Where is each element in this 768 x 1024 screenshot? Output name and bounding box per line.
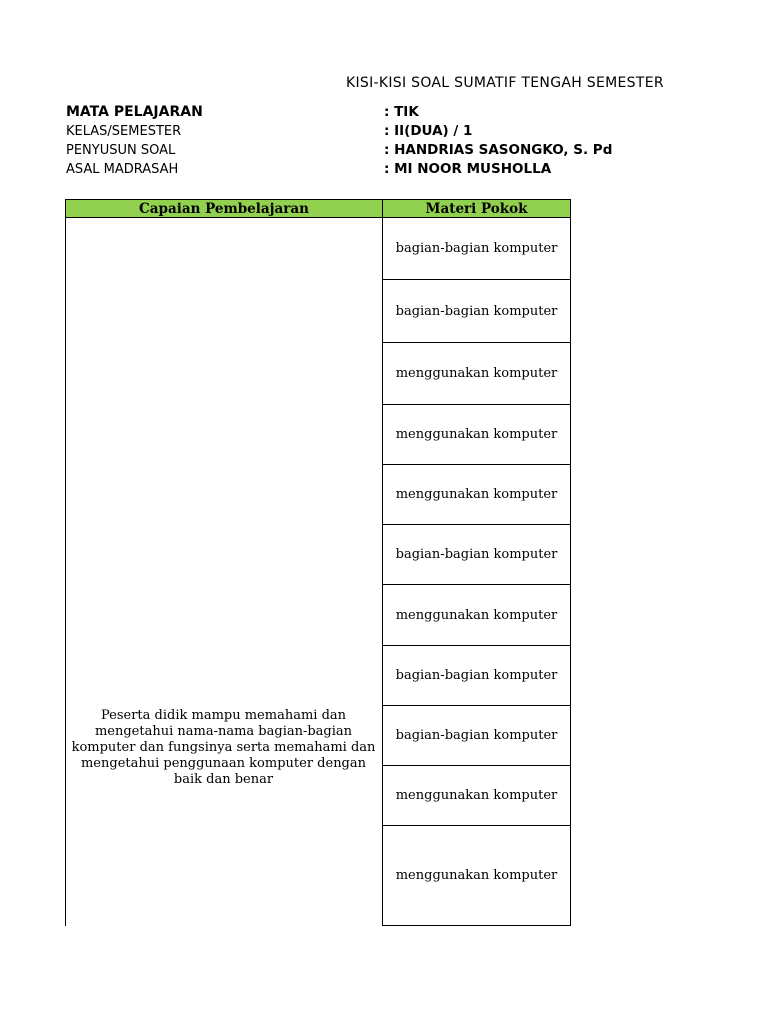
meta-value-mata-pelajaran: : TIK: [384, 104, 419, 120]
document-title: KISI-KISI SOAL SUMATIF TENGAH SEMESTER: [346, 75, 664, 91]
materi-row: bagian-bagian komputer: [382, 646, 571, 706]
meta-label-asal-madrasah: ASAL MADRASAH: [66, 162, 179, 177]
meta-value-penyusun-soal: : HANDRIAS SASONGKO, S. Pd: [384, 142, 613, 158]
meta-label-mata-pelajaran: MATA PELAJARAN: [66, 104, 203, 120]
materi-row: bagian-bagian komputer: [382, 525, 571, 585]
capaian-text: Peserta didik mampu memahami dan mengetahui nama-nama bagian-bagian komputer dan fungsinya serta memahami dan mengetahui penggunaan komputer dengan baik dan benar: [71, 708, 376, 787]
materi-row: menggunakan komputer: [382, 826, 571, 926]
materi-row: bagian-bagian komputer: [382, 218, 571, 280]
meta-value-asal-madrasah: : MI NOOR MUSHOLLA: [384, 161, 552, 177]
materi-row: bagian-bagian komputer: [382, 280, 571, 343]
materi-row: menggunakan komputer: [382, 585, 571, 646]
materi-row: menggunakan komputer: [382, 405, 571, 465]
materi-column: [382, 218, 571, 926]
header-materi-pokok: Materi Pokok: [382, 199, 571, 218]
header-capaian-pembelajaran: Capaian Pembelajaran: [65, 199, 383, 218]
materi-row: menggunakan komputer: [382, 465, 571, 525]
materi-row: menggunakan komputer: [382, 766, 571, 826]
meta-label-penyusun-soal: PENYUSUN SOAL: [66, 143, 176, 158]
meta-value-kelas-semester: : II(DUA) / 1: [384, 123, 473, 139]
capaian-cell: [65, 218, 383, 926]
meta-label-kelas-semester: KELAS/SEMESTER: [66, 124, 182, 139]
materi-row: bagian-bagian komputer: [382, 706, 571, 766]
materi-row: menggunakan komputer: [382, 343, 571, 405]
